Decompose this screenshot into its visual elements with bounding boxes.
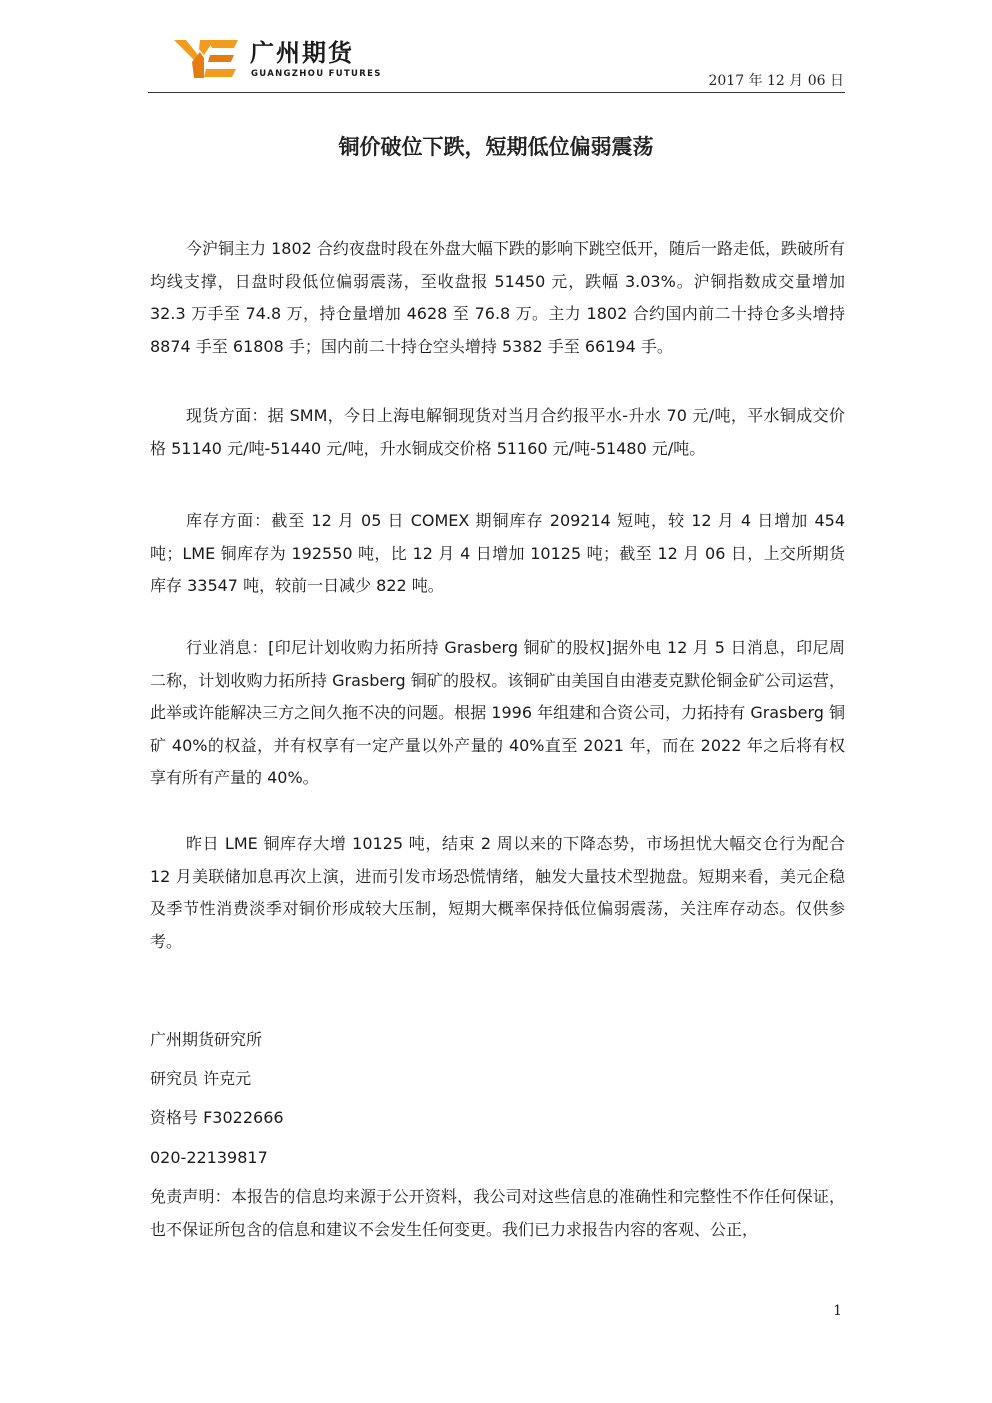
paragraph-market: 今沪铜主力 1802 合约夜盘时段在外盘大幅下跌的影响下跳空低开，随后一路走低，跌破所有均线支撑，日盘时段低位偏弱震荡，至收盘报 51450 元，跌幅 3.03%。沪铜指数成交量增加 32.3 万手至 74.8 万，持仓量增加 4628 至 76.8 万。主力 1802 合约国内前二十持仓多头增持 8874 手至 61808 手；国内前二十持仓空头增持 5382 手至 66194 手。	[150, 239, 845, 356]
paragraph-industry-news: 行业消息：[印尼计划收购力拓所持 Grasberg 铜矿的股权]据外电 12 月 5 日消息，印尼周二称，计划收购力拓所持 Grasberg 铜矿的股权。该铜矿由美国自由港麦克默伦铜金矿公司运营，此举或许能解决三方之间久拖不决的问题。根据 1996 年组建和合资公司，力拓持有 Grasberg 铜矿 40%的权益，并有权享有一定产量以外产量的 40%直至 2021 年，而在 2022 年之后将有权享有所有产量的 40%。	[150, 638, 845, 787]
signature-license: 资格号 F3022666	[150, 1108, 284, 1127]
logo-english-name: GUANGZHOU FUTURES	[251, 69, 382, 79]
paragraph-inventory: 库存方面：截至 12 月 05 日 COMEX 期铜库存 209214 短吨，较 12 月 4 日增加 454 吨；LME 铜库存为 192550 吨，比 12 月 4 日增加 10125 吨；截至 12 月 06 日，上交所期货库存 33547 吨，较前一日减少 822 吨。	[150, 511, 845, 595]
header-divider	[148, 92, 845, 93]
signature-phone: 020-22139817	[150, 1148, 268, 1167]
signature-institute: 广州期货研究所	[150, 1030, 263, 1049]
signature-researcher: 研究员 许克元	[150, 1069, 252, 1088]
paragraph-spot: 现货方面：据 SMM，今日上海电解铜现货对当月合约报平水-升水 70 元/吨，平水铜成交价格 51140 元/吨-51440 元/吨，升水铜成交价格 51160 元/吨-51480 元/吨。	[150, 406, 845, 458]
logo-chinese-name: 广州期货	[250, 39, 354, 67]
report-title: 铜价破位下跌，短期低位偏弱震荡	[338, 135, 654, 159]
report-date: 2017 年 12 月 06 日	[708, 73, 844, 89]
gzf-logo-icon	[174, 38, 240, 80]
disclaimer: 免责声明：本报告的信息均来源于公开资料，我公司对这些信息的准确性和完整性不作任何保证，也不保证所包含的信息和建议不会发生任何变更。我们已力求报告内容的客观、公正，	[150, 1187, 845, 1239]
page-number: 1	[833, 1303, 842, 1319]
paragraph-outlook: 昨日 LME 铜库存大增 10125 吨，结束 2 周以来的下降态势，市场担忧大幅交仓行为配合 12 月美联储加息再次上演，进而引发市场恐慌情绪，触发大量技术型抛盘。短期来看，美元企稳及季节性消费淡季对铜价形成较大压制，短期大概率保持低位偏弱震荡，关注库存动态。仅供参考。	[150, 834, 845, 951]
company-logo	[174, 38, 382, 82]
